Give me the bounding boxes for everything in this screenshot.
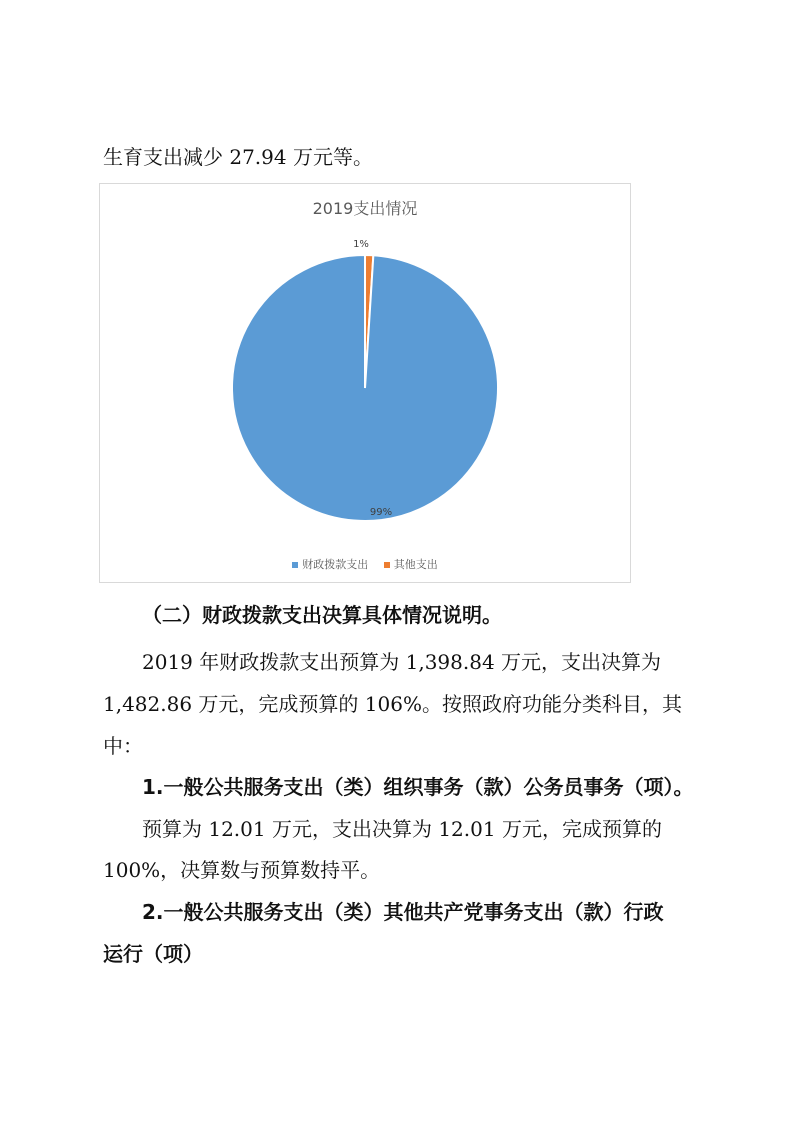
pie-chart-svg [100, 184, 630, 582]
pie-chart [99, 183, 631, 583]
paragraph-continuation: 生育支出减少 27.94 万元等。 [103, 145, 373, 169]
paragraph-line: 预算为 12.01 万元，支出决算为 12.01 万元，完成预算的 [142, 817, 662, 841]
section-heading-2: （二）财政拨款支出决算具体情况说明。 [142, 603, 502, 627]
chart-legend [100, 556, 630, 572]
legend-item-fiscal [292, 556, 368, 572]
item-heading-2: 2.一般公共服务支出（类）其他共产党事务支出（款）行政 [142, 900, 664, 924]
legend-swatch-fiscal [292, 562, 298, 568]
item-heading-2-cont: 运行（项） [103, 942, 203, 966]
legend-swatch-other [384, 562, 390, 568]
paragraph-line: 1,482.86 万元，完成预算的 106%。按照政府功能分类科目，其 [103, 692, 682, 716]
label-fiscal: 99% [369, 507, 393, 518]
legend-label-other: 其他支出 [393, 558, 438, 571]
legend-label-fiscal: 财政拨款支出 [302, 558, 369, 571]
item-heading-1: 1.一般公共服务支出（类）组织事务（款）公务员事务（项）。 [142, 775, 694, 799]
label-other: 1% [353, 239, 369, 250]
chart-title: 2019支出情况 [312, 199, 418, 218]
legend-item-other [384, 556, 438, 572]
slice-fiscal [232, 255, 498, 521]
paragraph-line: 2019 年财政拨款支出预算为 1,398.84 万元，支出决算为 [142, 650, 662, 674]
paragraph-line: 100%，决算数与预算数持平。 [103, 858, 381, 882]
paragraph-line: 中： [103, 734, 143, 758]
